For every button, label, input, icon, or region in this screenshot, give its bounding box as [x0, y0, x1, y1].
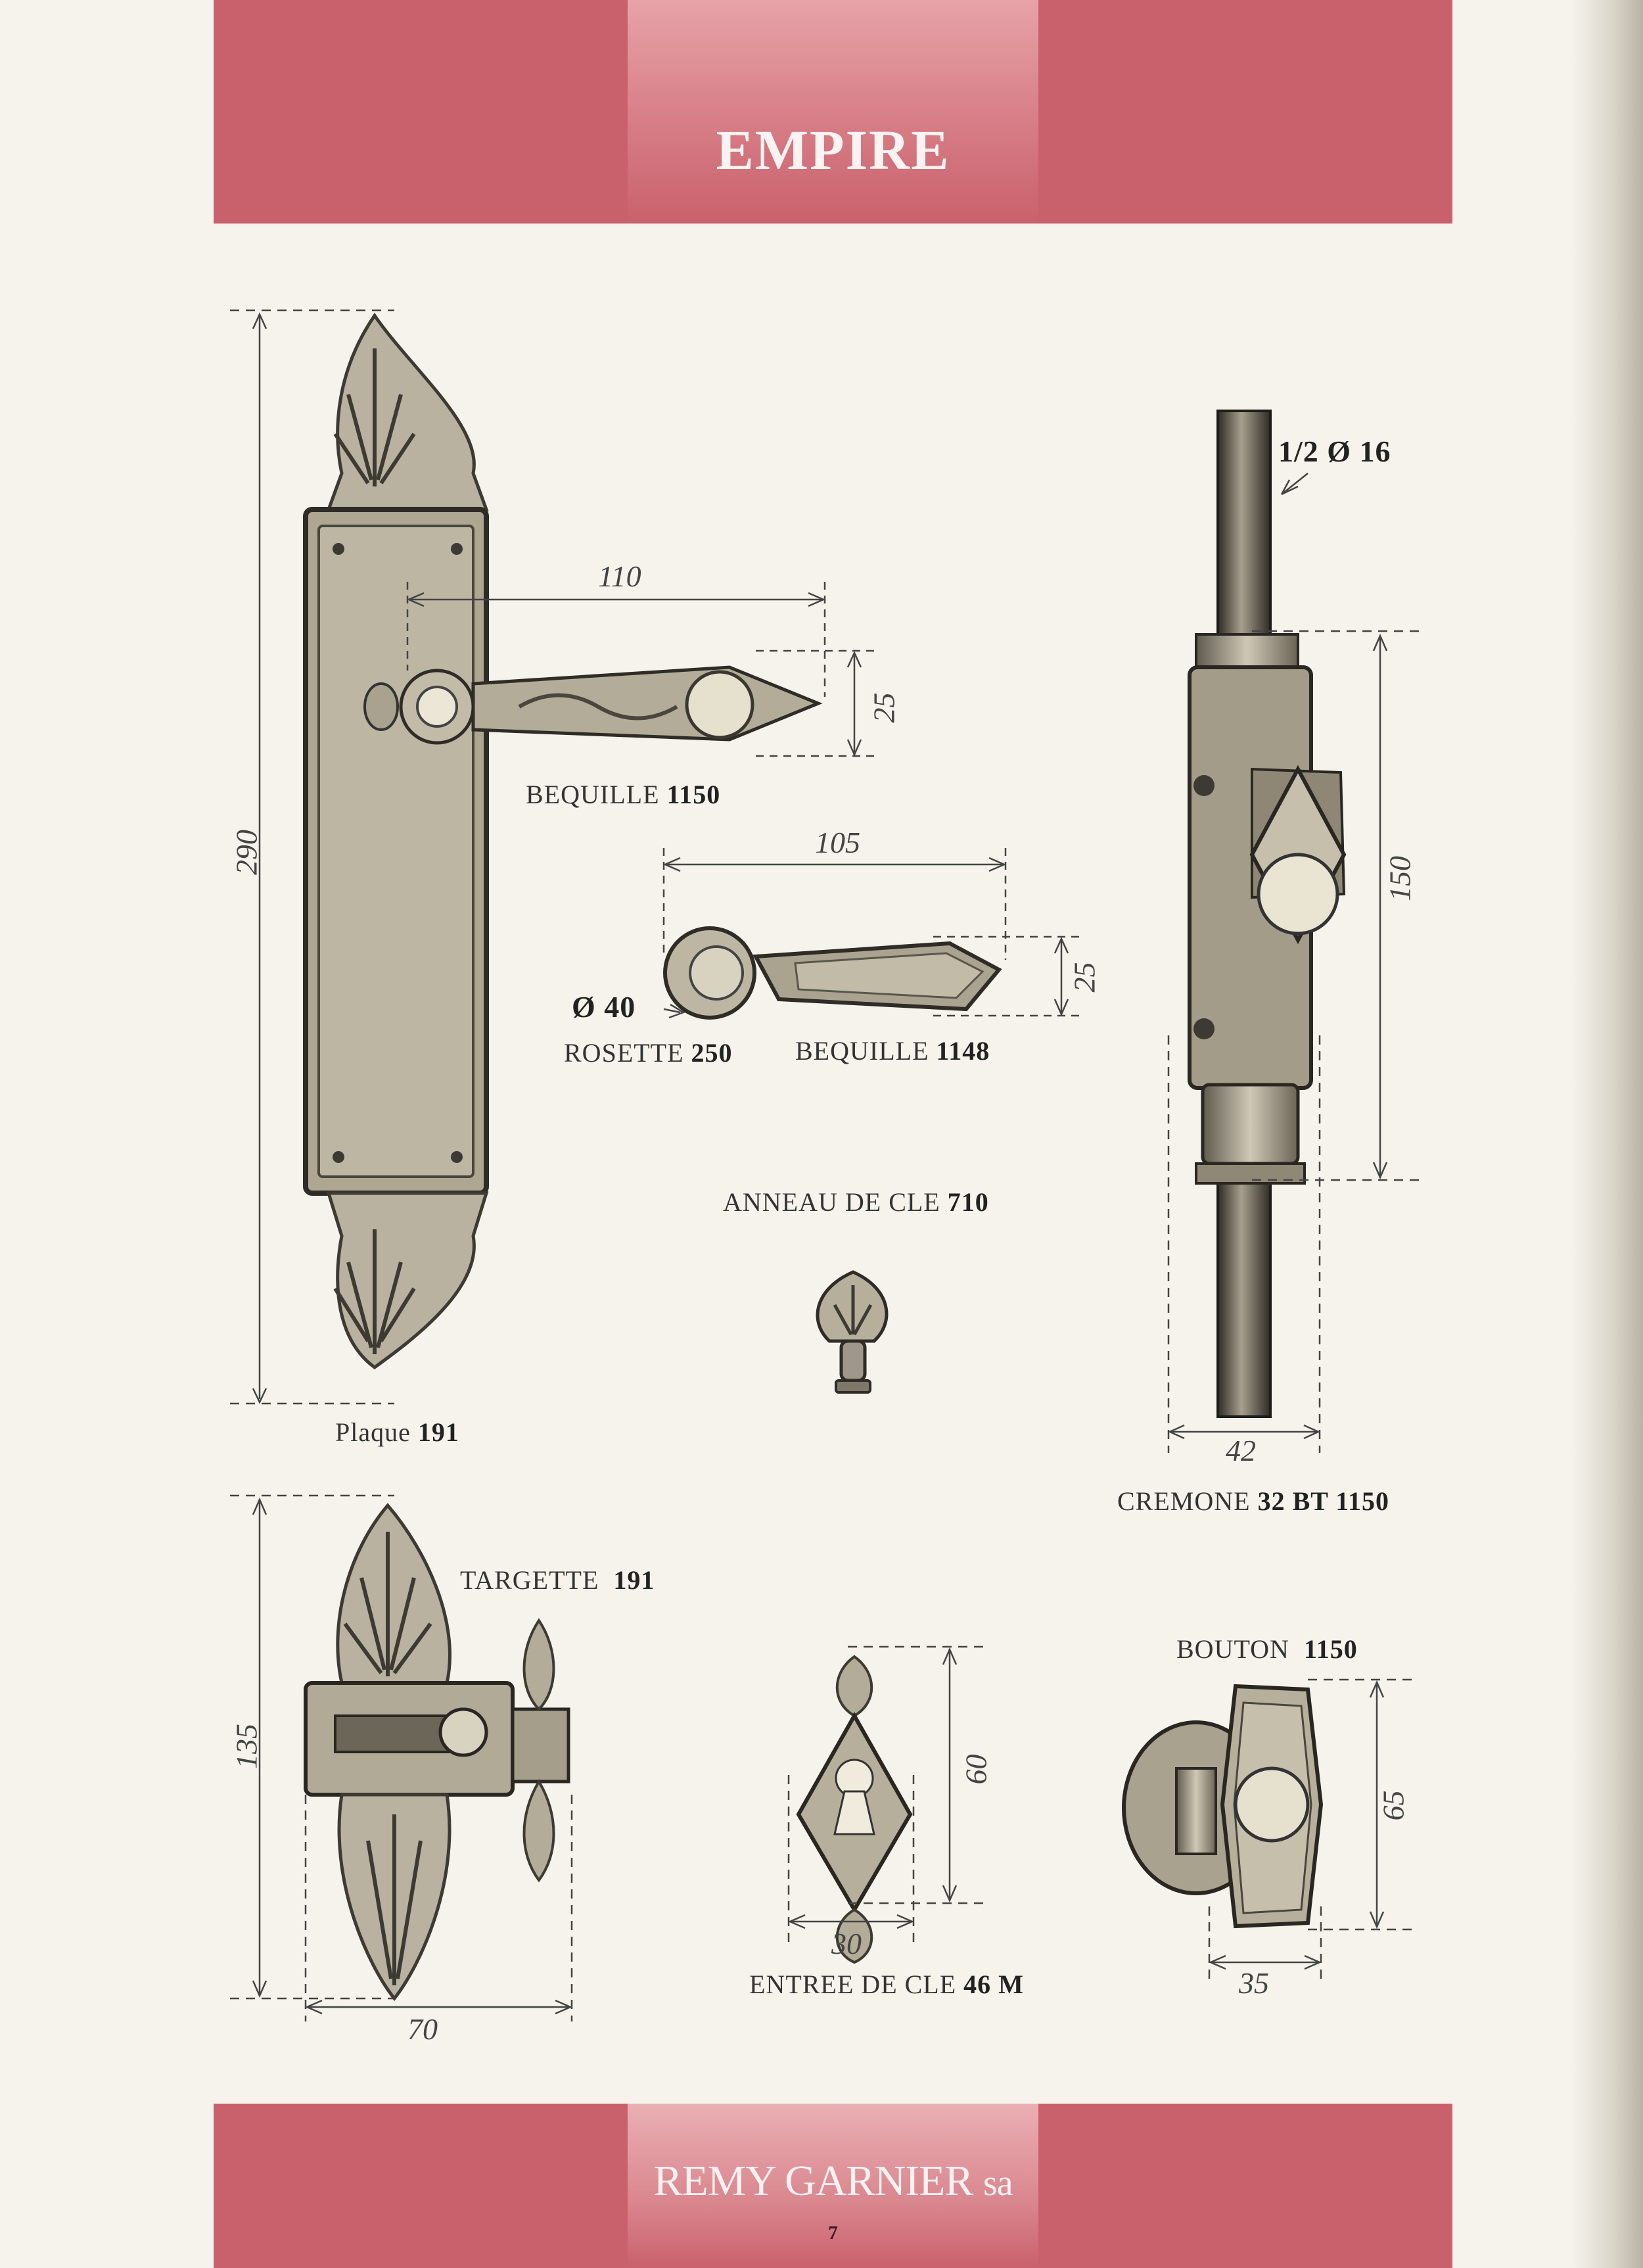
plaque-height-dimension: 290	[229, 830, 264, 875]
bouton-height-dimension: 65	[1376, 1790, 1410, 1821]
page-title: EMPIRE	[716, 118, 950, 181]
cremone-width-dimension: 42	[1226, 1434, 1256, 1467]
rosette-diameter: Ø 40	[572, 990, 636, 1024]
targette-label: TARGETTE 191	[460, 1565, 655, 1595]
bequille-1148-width-dimension: 25	[1067, 962, 1101, 993]
footer-banner	[214, 2104, 1452, 2268]
bequille-1150-width-dimension: 25	[867, 692, 901, 723]
cremone-rod-spec: 1/2 Ø 16	[1278, 435, 1391, 468]
entree-width-dimension: 30	[831, 1927, 862, 1960]
bouton-label: BOUTON 1150	[1176, 1634, 1358, 1664]
bouton-width-dimension: 35	[1239, 1966, 1269, 2000]
entree-height-dimension: 60	[959, 1754, 993, 1785]
cremone-label: CREMONE 32 BT 1150	[1117, 1486, 1390, 1516]
brand-name: REMY GARNIER sa	[653, 2157, 1013, 2205]
entree-de-cle-label: ENTREE DE CLE 46 M	[749, 1970, 1024, 1999]
rosette-label: ROSETTE 250	[564, 1038, 733, 1068]
bequille-1148-length-dimension: 105	[815, 826, 860, 859]
bequille-1148-label: BEQUILLE 1148	[795, 1036, 990, 1066]
cremone-height-dimension: 150	[1383, 856, 1417, 901]
plaque-illustration	[306, 316, 486, 1367]
cremone-illustration	[1190, 411, 1344, 1417]
page-number: 7	[828, 2222, 838, 2244]
entree-de-cle-illustration	[798, 1657, 910, 1962]
bequille-1150-label: BEQUILLE 1150	[526, 780, 721, 809]
bouton-illustration	[1124, 1686, 1321, 1926]
plaque-label: Plaque 191	[335, 1417, 459, 1447]
bequille-1148-illustration	[665, 928, 999, 1018]
bequille-1150-illustration	[365, 667, 818, 743]
bequille-1150-length-dimension: 110	[598, 559, 641, 593]
targette-height-dimension: 135	[229, 1724, 264, 1769]
anneau-de-cle-label: ANNEAU DE CLE 710	[723, 1187, 989, 1217]
targette-width-dimension: 70	[407, 2012, 438, 2046]
anneau-de-cle-illustration	[818, 1272, 887, 1392]
